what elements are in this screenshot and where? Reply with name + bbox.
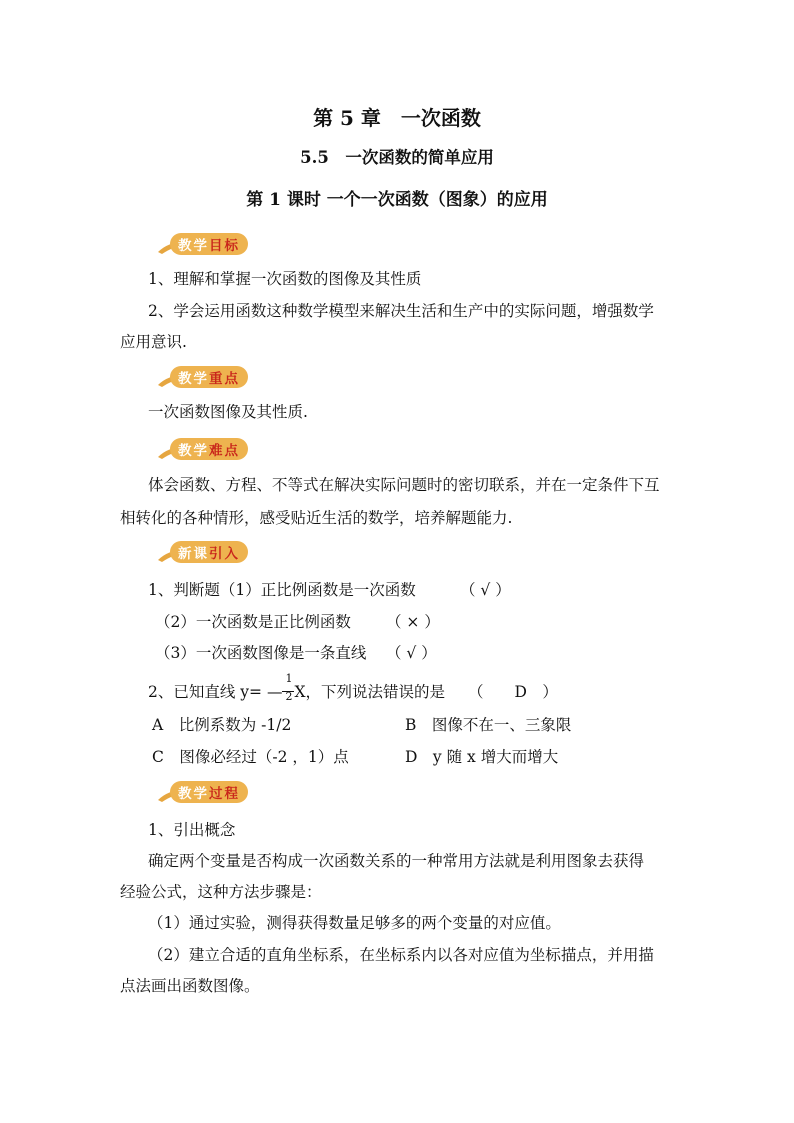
lesson-title: 第 1 课时 一个一次函数（图象）的应用 [246, 190, 548, 210]
intro-question-4: 2、已知直线 y= — $\frac{1}{2}$ X，下列说法错误的是 [148, 672, 446, 703]
option-a: A 比例系数为 -1/2 [152, 716, 292, 734]
option-b: B 图像不在一、三象限 [405, 716, 572, 734]
option-d: D y 随 x 增大而增大 [405, 748, 559, 766]
chapter-title: 第 5 章 一次函数 [313, 106, 481, 130]
difficulties-line-2: 相转化的各种情形，感受贴近生活的数学，培养解题能力. [120, 509, 513, 527]
intro-question-3-answer: （ √ ） [386, 644, 437, 662]
goal-item-1: 1、理解和掌握一次函数的图像及其性质 [148, 270, 422, 288]
process-sub-step-1: （1）通过实验，测得获得数量足够多的两个变量的对应值。 [148, 914, 561, 932]
intro-question-1-answer: （ √ ） [460, 581, 511, 599]
difficulties-line-1: 体会函数、方程、不等式在解决实际问题时的密切联系，并在一定条件下互 [148, 476, 660, 494]
process-sub-step-2-line-2: 点法画出函数图像。 [120, 977, 260, 995]
section-badge-difficulties: 教学 难点 [156, 437, 266, 463]
intro-question-1: 1、判断题（1）正比例函数是一次函数 [148, 581, 416, 599]
section-title: 5.5 一次函数的简单应用 [300, 148, 494, 167]
goal-item-2-line-2: 应用意识. [120, 333, 187, 351]
intro-question-2-answer: （ × ） [386, 613, 440, 631]
intro-question-2: （2）一次函数是正比例函数 [155, 613, 351, 631]
goal-item-2-line-1: 2、学会运用函数这种数学模型来解决生活和生产中的实际问题，增强数学 [148, 302, 654, 320]
process-paragraph-line-1: 确定两个变量是否构成一次函数关系的一种常用方法就是利用图象去获得 [148, 852, 645, 870]
section-badge-intro: 新课 引入 [156, 540, 266, 566]
section-badge-process: 教学 过程 [156, 780, 266, 806]
process-paragraph-line-2: 经验公式，这种方法步骤是： [120, 883, 322, 901]
fraction: $\frac{1}{2}$ [282, 682, 294, 702]
intro-question-3: （3）一次函数图像是一条直线 [155, 644, 367, 662]
key-points-text: 一次函数图像及其性质. [148, 403, 308, 421]
section-badge-goals: 教学 目标 [156, 232, 266, 258]
option-c: C 图像必经过（-2 ，1）点 [152, 748, 349, 766]
intro-question-4-answer: （ D ） [468, 683, 558, 701]
section-badge-key-points: 教学 重点 [156, 365, 266, 391]
process-sub-step-2-line-1: （2）建立合适的直角坐标系，在坐标系内以各对应值为坐标描点，并用描 [148, 946, 654, 964]
process-step-1: 1、引出概念 [148, 821, 236, 839]
